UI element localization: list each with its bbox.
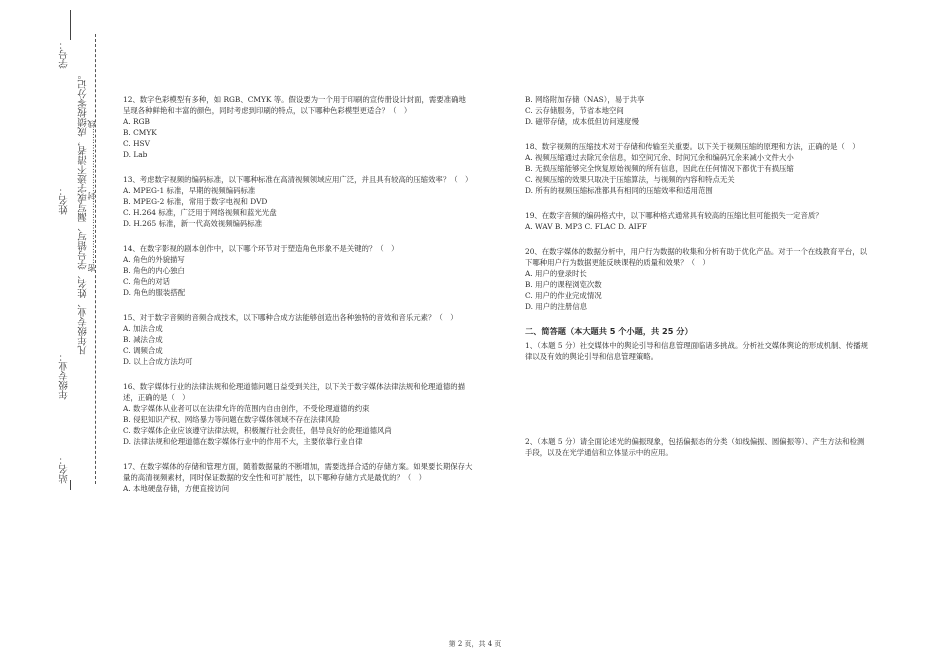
option: B. CMYK (123, 128, 157, 137)
question-stem: 17、在数字媒体的存储和管理方面，随着数据量的不断增加，需要选择合适的存储方案。如果要长期保存大量的高清视频素材，同时保证数据的安全性和可扩展性，以下哪种存储方式是最优的？（ ） (123, 462, 473, 482)
section-two-title: 二、简答题（本大题共 5 个小题，共 25 分） (525, 326, 693, 336)
option: C. 角色的对话 (123, 277, 171, 286)
option: B. MPEG-2 标准，常用于数字电视和 DVD (123, 197, 268, 206)
school-label: 站名： (59, 455, 70, 484)
question-stem: 13、考虑数字视频的编码标准，以下哪种标准在高清视频领域应用广泛，并且具有较高的压缩效率？（ ） (123, 175, 473, 184)
question-20 (525, 246, 870, 312)
option: D. 以上合成方法均可 (123, 357, 193, 366)
name-label: 姓名： (59, 186, 70, 215)
option: A. MPEG-1 标准，早期的视频编码标准 (123, 186, 256, 195)
question-14 (123, 243, 473, 298)
student-id-underline (70, 10, 71, 40)
question-19 (525, 210, 870, 232)
right-column (525, 94, 870, 458)
option: C. 数字媒体企业应该遵守法律法规，积极履行社会责任，倡导良好的伦理道德风尚 (123, 426, 392, 435)
option: A. 数字媒体从业者可以在法律允许的范围内自由创作，不受伦理道德的约束 (123, 404, 370, 413)
option: C. HSV (123, 139, 150, 148)
grade-major-label: 年级专业： (59, 352, 70, 400)
question-stem: 20、在数字媒体的数据分析中，用户行为数据的收集和分析有助于优化产品。对于一个在线教育平台，以下哪种用户行为数据更能反映课程的质量和效果？（ ） (525, 247, 867, 267)
question-17 (123, 461, 473, 494)
question-13 (123, 174, 473, 229)
option: A. 角色的外貌描写 (123, 255, 185, 264)
question-stem: 12、数字色彩模型有多种，如 RGB、CMYK 等。假设要为一个用于印刷的宣传册设计封面，需要准确地呈现各种鲜艳和丰富的颜色，同时考虑到印刷的特点，以下哪种色彩模型更适合？（ ） (123, 95, 466, 115)
option: B. 网络附加存储（NAS），易于共享 (525, 95, 645, 104)
page-footer: 第 2 页，共 4 页 (448, 640, 502, 648)
school-underline (70, 480, 71, 490)
option: B. 减法合成 (123, 335, 163, 344)
option: B. 角色的内心独白 (123, 266, 185, 275)
option: B. 用户的课程浏览次数 (525, 280, 602, 289)
option: D. H.265 标准，新一代高效视频编码标准 (123, 219, 263, 228)
student-id-label: 学号： (59, 40, 70, 69)
binding-margin (0, 0, 110, 672)
option: B. 侵犯知识产权、网络暴力等问题在数字媒体领域不存在法律风险 (123, 415, 341, 424)
question-12 (123, 94, 473, 160)
option: C. 云存储服务，节省本地空间 (525, 106, 624, 115)
option: D. 磁带存储，成本低但访问速度慢 (525, 117, 639, 126)
option: A. 本地硬盘存储，方便直接访问 (123, 484, 230, 493)
question-16 (123, 381, 473, 447)
answer-space-1 (525, 362, 870, 436)
left-column (123, 94, 473, 494)
option: A. 视频压缩通过去除冗余信息，如空间冗余、时间冗余和编码冗余来减小文件大小 (525, 153, 794, 162)
option: A. WAV B. MP3 C. FLAC D. AIFF (525, 222, 647, 231)
question-stem: 14、在数字影视的剧本创作中，以下哪个环节对于塑造角色形象不是关键的？（ ） (123, 244, 399, 253)
option: A. RGB (123, 117, 150, 126)
option: B. 无损压缩能够完全恢复原始视频的所有信息，因此在任何情况下都优于有损压缩 (525, 164, 794, 173)
option: C. H.264 标准，广泛用于网络视频和蓝光光盘 (123, 208, 277, 217)
option: C. 调频合成 (123, 346, 163, 355)
short-answer-2: 2、（本题 5 分）请全面论述光的偏振现象，包括偏振态的分类（如线偏振、圆偏振等）、产生方法和检测手段，以及在光学通信和立体显示中的应用。 (525, 437, 865, 457)
option: D. 用户的注册信息 (525, 302, 588, 311)
question-17-continued (525, 94, 870, 127)
question-stem: 19、在数字音频的编码格式中，以下哪种格式通常具有较高的压缩比但可能损失一定音质？ (525, 211, 823, 220)
question-15 (123, 312, 473, 367)
question-18 (525, 141, 870, 196)
binding-notice: 凡年级专业、姓名、学号错写、漏写或字迹不清者，成绩按零分记。 (78, 70, 89, 355)
option: A. 用户的登录时长 (525, 269, 587, 278)
seal-line-text: 密……………………封……………………线 (87, 120, 96, 272)
option: C. 用户的作业完成情况 (525, 291, 602, 300)
option: D. 法律法规和伦理道德在数字媒体行业中的作用不大，主要依靠行业自律 (123, 437, 363, 446)
option: D. Lab (123, 150, 148, 159)
option: D. 所有的视频压缩标准都具有相同的压缩效率和适用范围 (525, 186, 713, 195)
option: A. 加法合成 (123, 324, 163, 333)
option: D. 角色的服装搭配 (123, 288, 186, 297)
question-stem: 16、数字媒体行业的法律法规和伦理道德问题日益受到关注，以下关于数字媒体法律法规和伦理道德的描述，正确的是（ ） (123, 382, 465, 402)
option: C. 视频压缩的效果只取决于压缩算法，与视频的内容和特点无关 (525, 175, 735, 184)
question-stem: 18、数字视频的压缩技术对于存储和传输至关重要。以下关于视频压缩的原理和方法，正确的是（ ） (525, 142, 860, 151)
question-stem: 15、对于数字音频的音频合成技术，以下哪种合成方法能够创造出各种独特的音效和音乐元素？（ ） (123, 313, 458, 322)
short-answer-1: 1、（本题 5 分）社交媒体中的舆论引导和信息管理面临诸多挑战。分析社交媒体舆论的形成机制、传播规律以及有效的舆论引导和信息管理策略。 (525, 341, 868, 361)
